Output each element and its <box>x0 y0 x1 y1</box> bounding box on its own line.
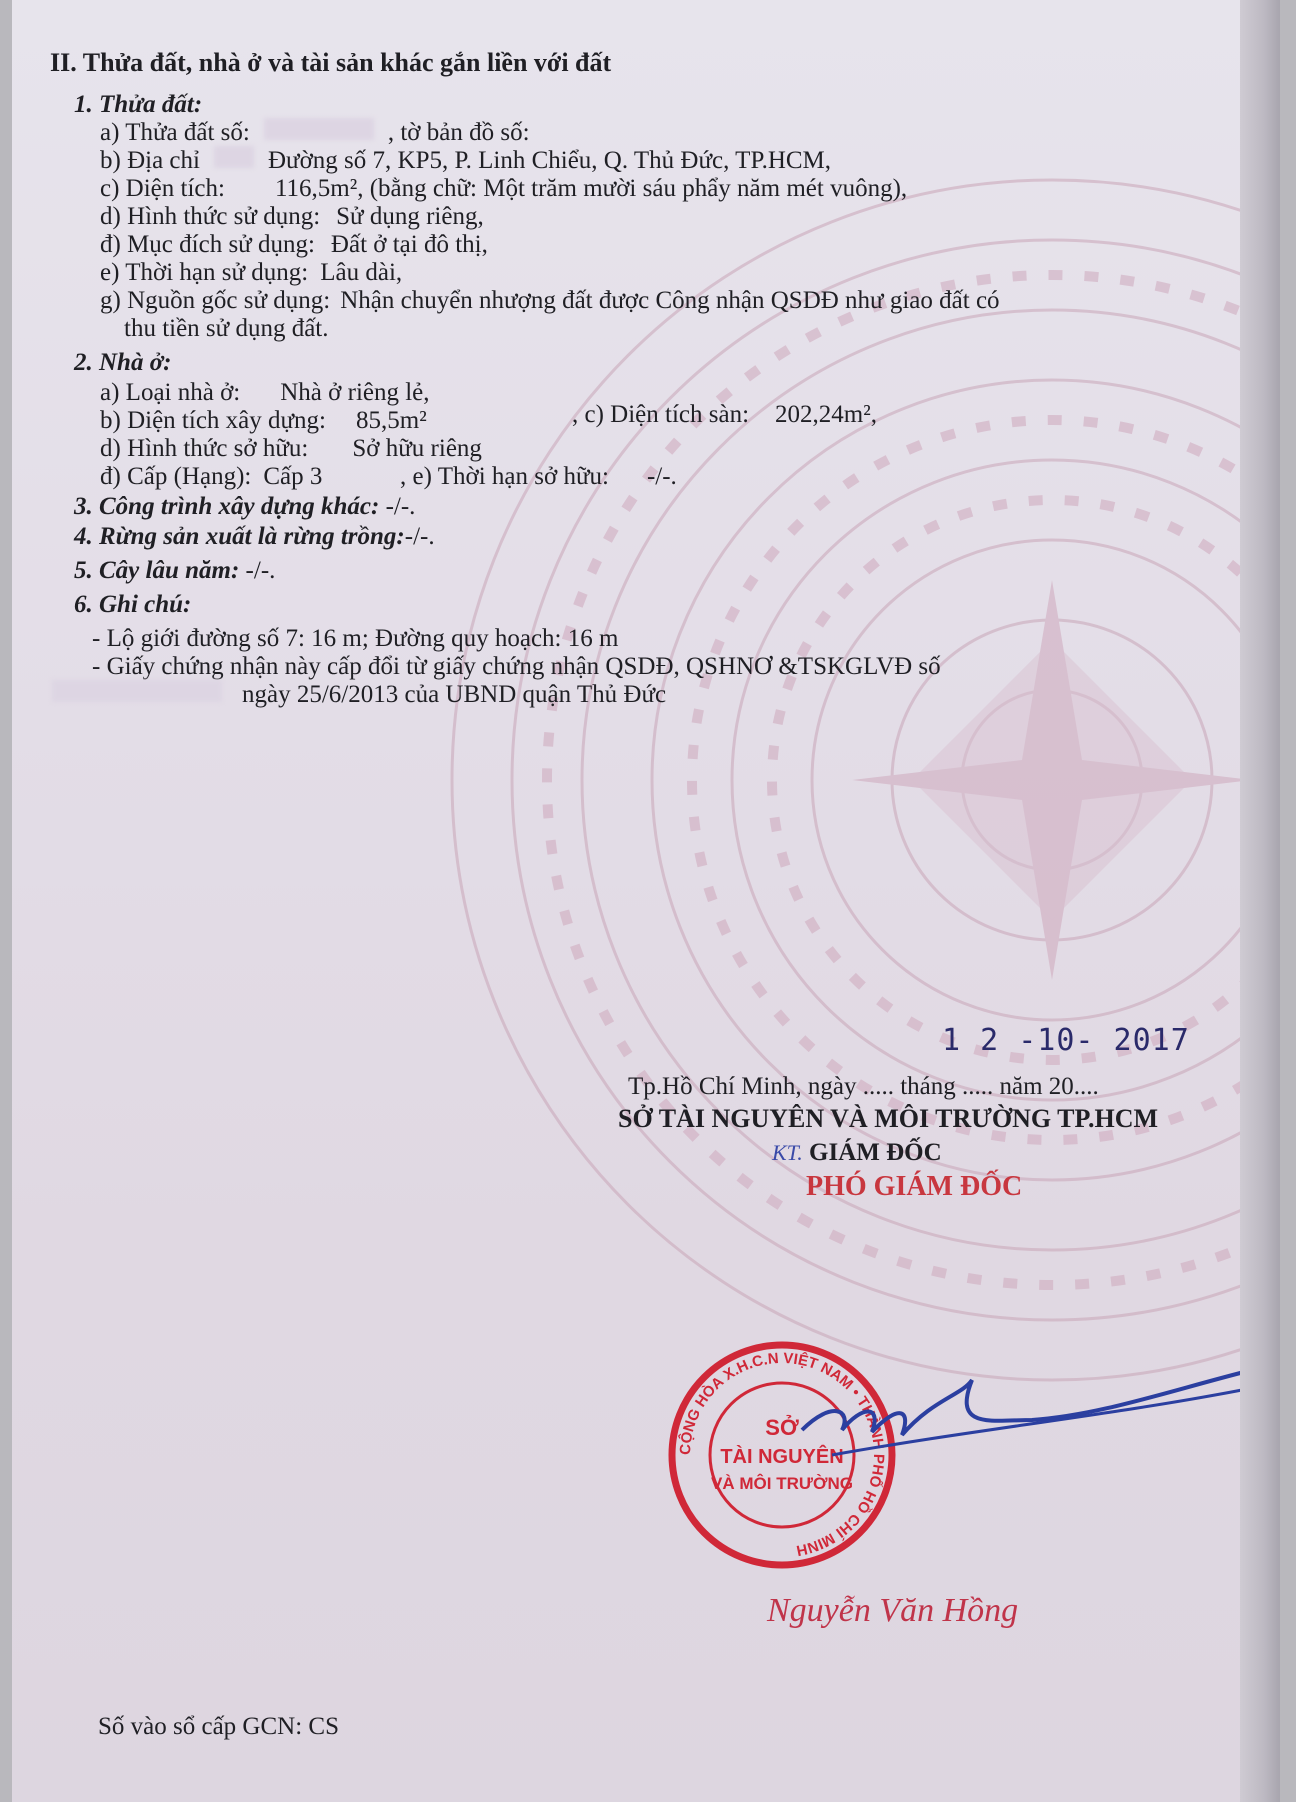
director-line: KT. GIÁM ĐỐC <box>772 1139 942 1166</box>
signature <box>772 1360 1272 1480</box>
land-usage-term: e) Thời hạn sử dụng: Lâu dài, <box>100 259 403 286</box>
other-construction: 3. Công trình xây dựng khác: -/-. <box>74 493 416 520</box>
certificate-page <box>12 0 1274 1802</box>
land-origin: g) Nguồn gốc sử dụng: Nhận chuyển nhượng đất được Công nhận QSDĐ như giao đất có <box>100 287 1000 314</box>
land-heading: 1. Thửa đất: <box>74 91 203 118</box>
notes-heading: 6. Ghi chú: <box>74 591 192 618</box>
svg-text:CỘNG HÒA X.H.C.N VIỆT NAM • TH: CỘNG HÒA X.H.C.N VIỆT NAM • THÀNH PHỐ HỒ CHÍ MINH <box>676 1349 888 1559</box>
issue-date-stamp: 1 2 -10- 2017 <box>942 1023 1190 1058</box>
house-ownership-form: d) Hình thức sở hữu: Sở hữu riêng <box>100 435 482 462</box>
house-grade: đ) Cấp (Hạng): Cấp 3 <box>100 463 323 490</box>
issuing-authority: SỞ TÀI NGUYÊN VÀ MÔI TRƯỜNG TP.HCM <box>618 1104 1159 1133</box>
house-type: a) Loại nhà ở: Nhà ở riêng lẻ, <box>100 379 430 406</box>
land-area: c) Diện tích: 116,5m², (bằng chữ: Một trăm mười sáu phẩy năm mét vuông), <box>100 175 908 202</box>
svg-text:SỞ: SỞ <box>765 1415 799 1440</box>
note-road-boundary: - Lộ giới đường số 7: 16 m; Đường quy hoạch: 16 m <box>92 625 619 652</box>
note-reissue-date: ngày 25/6/2013 của UBND quận Thủ Đức <box>52 680 666 710</box>
signer-name: Nguyễn Văn Hồng <box>767 1592 1019 1629</box>
vice-director-title: PHÓ GIÁM ĐỐC <box>806 1171 1023 1202</box>
section-title: II. Thửa đất, nhà ở và tài sản khác gắn liền với đất <box>50 48 612 77</box>
land-origin-cont: thu tiền sử dụng đất. <box>124 315 329 342</box>
place-and-date: Tp.Hồ Chí Minh, ngày ..... tháng ..... năm 20.... <box>628 1073 1099 1100</box>
house-build-area: b) Diện tích xây dựng: 85,5m² <box>100 407 427 434</box>
note-reissue: - Giấy chứng nhận này cấp đổi từ giấy chứng nhận QSDĐ, QSHNƠ &TSKGLVĐ số <box>92 653 941 680</box>
house-heading: 2. Nhà ở: <box>74 349 172 376</box>
land-usage-purpose: đ) Mục đích sử dụng: Đất ở tại đô thị, <box>100 231 488 258</box>
production-forest: 4. Rừng sản xuất là rừng trồng:-/-. <box>74 523 435 550</box>
svg-text:TÀI NGUYÊN: TÀI NGUYÊN <box>720 1446 844 1468</box>
land-parcel-number-label: a) Thửa đất số: , tờ bản đồ số: <box>100 119 530 146</box>
perennial-trees: 5. Cây lâu năm: -/-. <box>74 557 276 584</box>
svg-text:VÀ MÔI TRƯỜNG: VÀ MÔI TRƯỜNG <box>711 1474 853 1493</box>
land-usage-form: d) Hình thức sử dụng: Sử dụng riêng, <box>100 203 484 230</box>
house-ownership-term: , e) Thời hạn sở hữu: -/-. <box>400 463 677 490</box>
land-address: b) Địa chỉ Đường số 7, KP5, P. Linh Chiểu, Q. Thủ Đức, TP.HCM, <box>100 147 832 174</box>
page-fold <box>1240 0 1280 1802</box>
registry-number: Số vào sổ cấp GCN: CS <box>98 1713 339 1740</box>
house-floor-area: , c) Diện tích sàn: 202,24m², <box>572 401 877 428</box>
kt-handwritten: KT. <box>772 1140 803 1165</box>
